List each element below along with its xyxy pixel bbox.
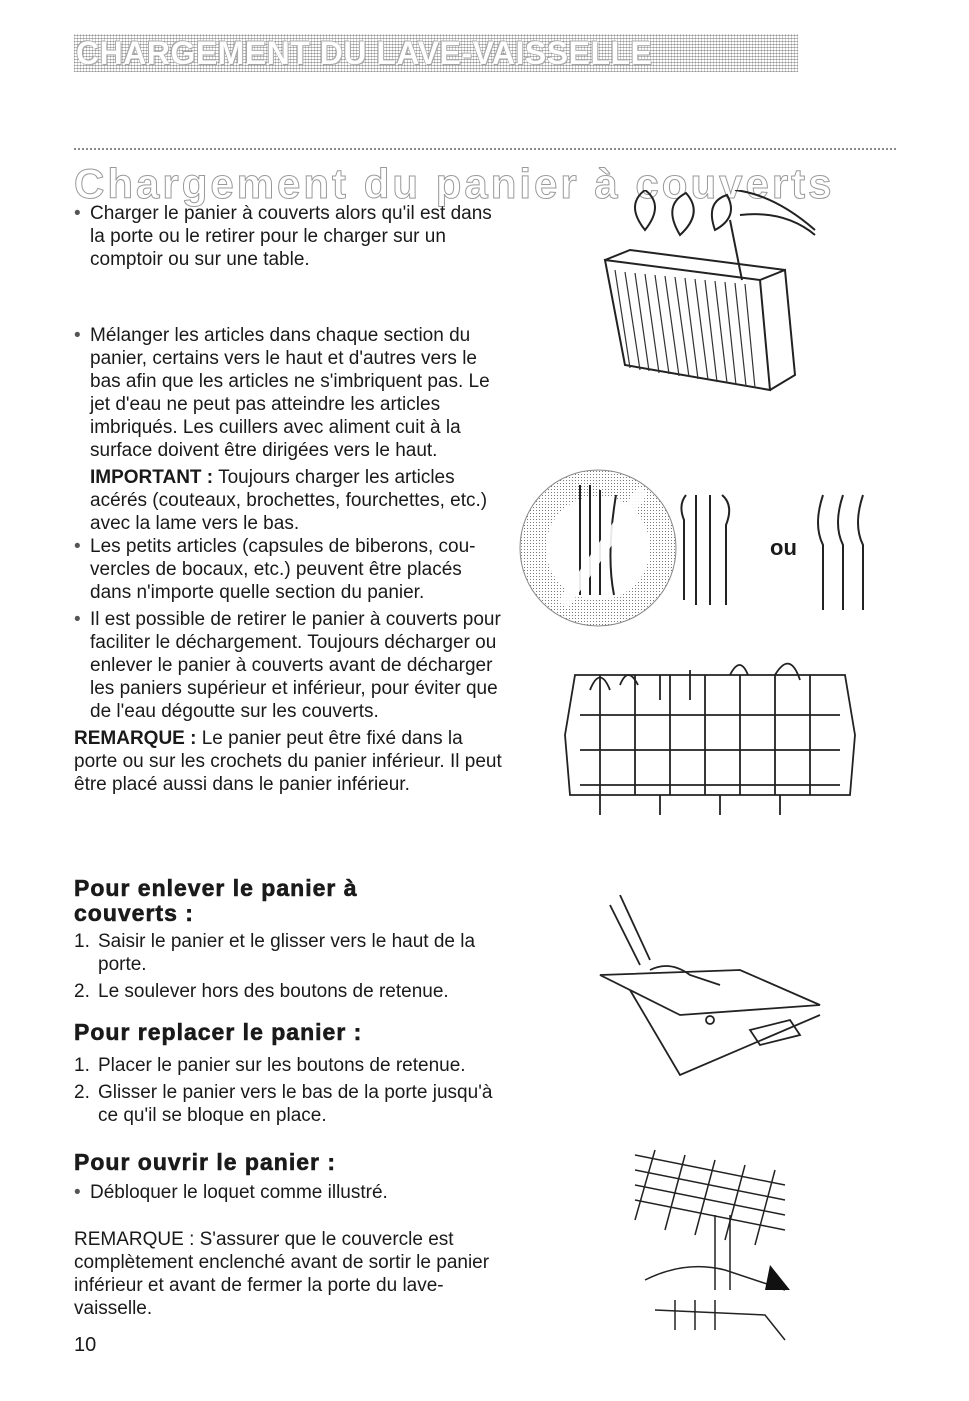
important-text: Toujours charger les articles acérés (couteaux, brochettes, fourchettes, etc.) avec la lame vers le bas. [90,467,488,534]
unlock-latch-illustration [615,1140,805,1345]
step-number: 2. [74,1082,90,1103]
important-note [74,466,504,535]
section-divider [74,148,898,150]
page-number: 10 [74,1334,97,1356]
step-number: 1. [74,1055,90,1076]
step-text: Le soulever hors des boutons de retenue. [98,981,449,1002]
replace-steps [74,1054,504,1127]
heading-replace-basket: Pour replacer le panier : [74,1019,363,1045]
remark-2 [74,1228,504,1320]
bullet-dot: • [74,325,81,346]
step-text: Placer le panier sur les boutons de retenue. [98,1055,466,1076]
heading-remove-basket: Pour enlever le panier à couverts : [74,875,358,926]
bullet-dot: • [74,1182,81,1203]
bullet-text-unlock: Débloquer le loquet comme illustré. [90,1182,388,1203]
bullet-text-load: Charger le panier à couverts alors qu'il est dans la porte ou le retirer pour le charger sur un comptoir ou sur une table. [90,203,492,270]
step-number: 1. [74,931,90,952]
remark-label: REMARQUE : [74,1229,195,1250]
section-title: Chargement du panier à couverts [74,160,835,207]
step-text: Saisir le panier et le glisser vers le haut de la porte. [98,931,476,975]
banner-title: CHARGEMENT DU LAVE-VAISSELLE [76,34,653,71]
remove-basket-illustration [590,895,830,1095]
bullet-dot: • [74,203,81,224]
or-label: ou [770,535,797,560]
silverware-basket-illustration [585,190,825,430]
bullet-text-mix: Mélanger les articles dans chaque section du panier, certains vers le haut et d'autres vers le bas afin que les articles ne s'imbriquent pas. Le jet d'eau ne peut pas atteindre les articles imbriqués. Les cuillers avec aliment cuit à la surface doivent être dirigées vers le haut. [90,325,490,461]
step-number: 2. [74,981,90,1002]
remark-1 [74,727,504,796]
heading-open-basket: Pour ouvrir le panier : [74,1149,336,1175]
sharp-items-loading-illustration [518,465,898,635]
open-instructions [74,1181,504,1320]
remove-steps [74,930,504,1003]
bullet-text-remove-basket: Il est possible de retirer le panier à couverts pour faciliter le déchargement. Toujours décharger ou enlever le panier à couverts avant de décharger les paniers supérieur et inférieur, pour éviter que de l'eau dégoutte sur les couverts. [90,609,501,722]
important-label: IMPORTANT : [90,467,214,488]
intro-bullet [74,202,504,271]
header-banner [74,34,798,72]
bullet-dot: • [74,536,81,557]
bullet-text-small-items: Les petits articles (capsules de biberons, cou-vercles de bocaux, etc.) peuvent être placés dans n'importe quelle section du panier. [90,536,476,603]
instructions-block [74,324,504,796]
step-text: Glisser le panier vers le bas de la porte jusqu'à ce qu'il se bloque en place. [98,1082,493,1126]
lower-rack-basket-illustration [560,655,860,820]
remark-text: Le panier peut être fixé dans la porte ou sur les crochets du panier inférieur. Il peut être placé aussi dans le panier inférieur. [74,728,502,795]
remark-label: REMARQUE : [74,728,197,749]
remark-text: S'assurer que le couvercle est complètement enclenché avant de sortir le panier inférieur et avant de fermer la porte du lave-vaisselle. [74,1229,490,1319]
bullet-dot: • [74,609,81,630]
